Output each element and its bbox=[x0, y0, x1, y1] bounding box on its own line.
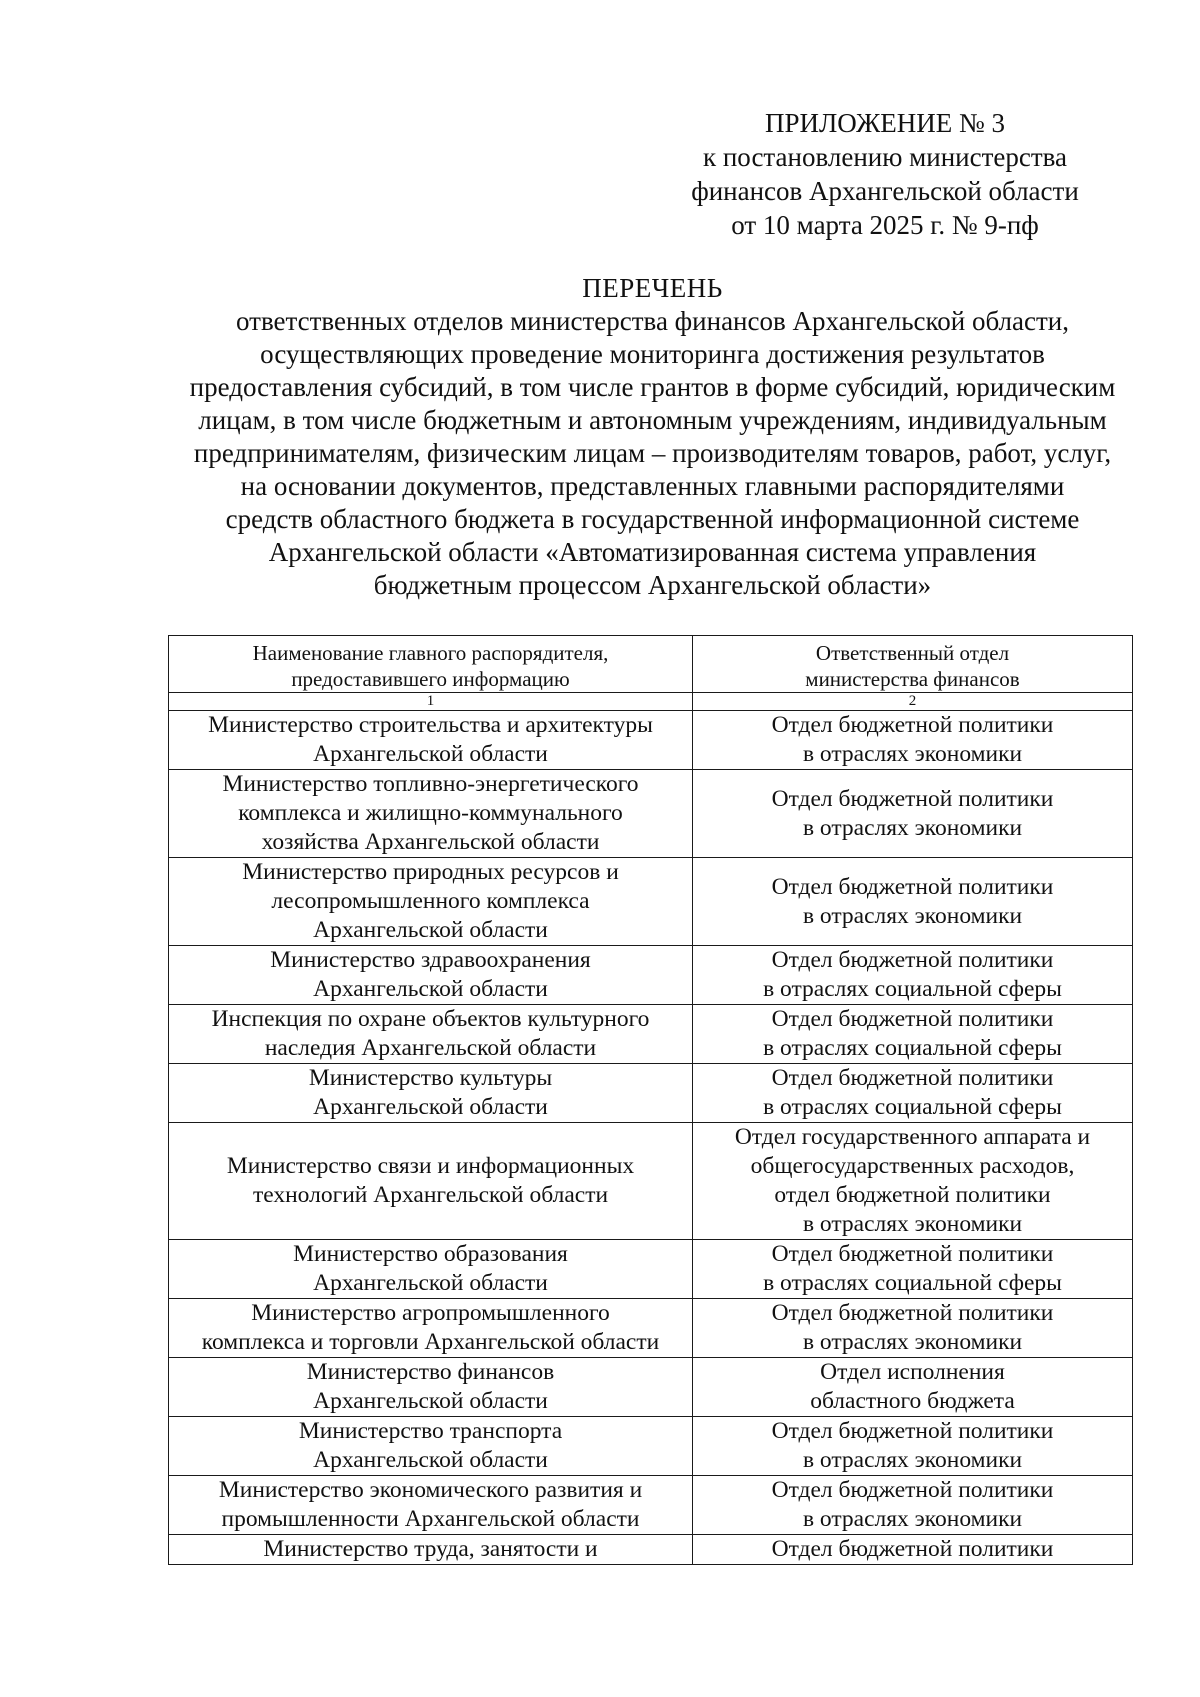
distributor-name-line: Министерство транспорта bbox=[298, 1418, 563, 1444]
table-row bbox=[169, 1299, 1133, 1358]
distributor-name-line: Министерство образования bbox=[293, 1241, 568, 1267]
distributor-name-line: комплекса и торговли Архангельской области bbox=[201, 1329, 660, 1355]
distributor-name-line: Архангельской области bbox=[313, 1094, 548, 1120]
appendix-ref-line: финансов Архангельской области bbox=[691, 176, 1079, 206]
department-name-line: Отдел бюджетной политики bbox=[771, 1536, 1054, 1562]
department-cell bbox=[693, 1005, 1133, 1064]
distributor-name-line: Министерство топливно-энергетического bbox=[222, 771, 639, 797]
title-line: предоставления субсидий, в том числе грантов в форме субсидий, юридическим bbox=[189, 372, 1116, 402]
department-name-line: Отдел государственного аппарата и bbox=[734, 1124, 1091, 1150]
distributor-cell bbox=[169, 770, 693, 858]
department-name-line: в отраслях социальной сферы bbox=[763, 1035, 1062, 1061]
department-name-line: Отдел бюджетной политики bbox=[771, 1006, 1054, 1032]
department-name-line: Отдел бюджетной политики bbox=[771, 712, 1054, 738]
appendix-ref-line: к постановлению министерства bbox=[702, 142, 1068, 172]
department-name-line: в отраслях экономики bbox=[802, 902, 1023, 929]
distributor-name-line: Министерство экономического развития и bbox=[218, 1477, 643, 1503]
distributor-cell bbox=[169, 1005, 693, 1064]
distributor-name-line: Министерство финансов bbox=[306, 1359, 555, 1385]
table-row bbox=[169, 1005, 1133, 1064]
department-cell bbox=[693, 1240, 1133, 1299]
distributor-name-line: хозяйства Архангельской области bbox=[261, 829, 600, 855]
department-name-line: в отраслях экономики bbox=[802, 1447, 1023, 1473]
department-name-line: Отдел бюджетной политики bbox=[771, 1241, 1054, 1267]
department-cell bbox=[693, 1123, 1133, 1240]
departments-table bbox=[168, 635, 1133, 1565]
title-heading: ПЕРЕЧЕНЬ bbox=[582, 273, 723, 303]
distributor-cell bbox=[169, 1123, 693, 1240]
department-name-line: Отдел бюджетной политики bbox=[771, 1477, 1054, 1503]
department-name-line: Отдел бюджетной политики bbox=[771, 785, 1054, 812]
title-line: бюджетным процессом Архангельской области» bbox=[373, 570, 932, 600]
distributor-name-line: промышленности Архангельской области bbox=[221, 1506, 640, 1532]
department-name-line: в отраслях социальной сферы bbox=[763, 1270, 1062, 1296]
department-cell bbox=[693, 1064, 1133, 1123]
table-row bbox=[169, 1535, 1133, 1565]
table-row bbox=[169, 1123, 1133, 1240]
distributor-name-line: Министерство связи и информационных bbox=[226, 1153, 635, 1179]
appendix-date-line: от 10 марта 2025 г. № 9-пф bbox=[731, 210, 1039, 240]
distributor-name-line: Архангельской области bbox=[313, 1447, 548, 1473]
department-cell bbox=[693, 711, 1133, 770]
title-line: ответственных отделов министерства финансов Архангельской области, bbox=[236, 306, 1069, 336]
header-line: предоставившего информацию bbox=[291, 667, 570, 691]
header-line: Ответственный отдел bbox=[815, 641, 1010, 665]
header-line: Наименование главного распорядителя, bbox=[252, 641, 609, 665]
department-name-line: Отдел бюджетной политики bbox=[771, 1300, 1054, 1326]
department-name-line: в отраслях экономики bbox=[802, 1329, 1023, 1355]
appendix-header bbox=[655, 106, 1115, 242]
department-name-line: Отдел бюджетной политики bbox=[771, 873, 1054, 900]
distributor-name-line: технологий Архангельской области bbox=[252, 1182, 609, 1208]
department-name-line: в отраслях экономики bbox=[802, 814, 1023, 841]
header-line: министерства финансов bbox=[805, 667, 1020, 691]
distributor-name-line: Министерство строительства и архитектуры bbox=[208, 712, 653, 738]
table-row bbox=[169, 1064, 1133, 1123]
title-line: Архангельской области «Автоматизированная система управления bbox=[268, 537, 1037, 567]
department-name-line: областного бюджета bbox=[810, 1388, 1015, 1414]
column-number-row bbox=[169, 693, 1133, 711]
distributor-cell bbox=[169, 1299, 693, 1358]
distributor-cell bbox=[169, 1240, 693, 1299]
department-cell bbox=[693, 770, 1133, 858]
title-line: средств областного бюджета в государственной информационной системе bbox=[225, 504, 1080, 534]
distributor-cell bbox=[169, 1535, 693, 1565]
title-line: предпринимателям, физическим лицам – производителям товаров, работ, услуг, bbox=[193, 438, 1112, 468]
distributor-name-line: Министерство здравоохранения bbox=[270, 947, 591, 973]
distributor-name-line: Министерство труда, занятости и bbox=[263, 1536, 598, 1562]
department-cell bbox=[693, 858, 1133, 946]
department-name-line: Отдел бюджетной политики bbox=[771, 1065, 1054, 1091]
distributor-cell bbox=[169, 1064, 693, 1123]
department-name-line: общегосударственных расходов, bbox=[750, 1153, 1075, 1179]
column-number: 1 bbox=[169, 693, 693, 711]
distributor-cell bbox=[169, 1476, 693, 1535]
distributor-name-line: лесопромышленного комплекса bbox=[271, 888, 590, 914]
department-cell bbox=[693, 946, 1133, 1005]
department-cell bbox=[693, 1358, 1133, 1417]
department-name-line: в отраслях социальной сферы bbox=[763, 976, 1062, 1002]
distributor-name-line: Министерство агропромышленного bbox=[251, 1300, 610, 1326]
title-line: осуществляющих проведение мониторинга достижения результатов bbox=[260, 339, 1045, 369]
department-cell bbox=[693, 1476, 1133, 1535]
table-header-row bbox=[169, 636, 1133, 693]
table-row bbox=[169, 711, 1133, 770]
department-name-line: в отраслях экономики bbox=[802, 741, 1023, 767]
department-name-line: отдел бюджетной политики bbox=[774, 1182, 1051, 1208]
distributor-name-line: наследия Архангельской области bbox=[264, 1035, 597, 1061]
department-name-line: Отдел исполнения bbox=[820, 1359, 1005, 1385]
distributor-name-line: Архангельской области bbox=[313, 741, 548, 767]
distributor-name-line: Инспекция по охране объектов культурного bbox=[211, 1006, 650, 1032]
table-row bbox=[169, 1417, 1133, 1476]
header-department bbox=[693, 636, 1133, 693]
department-name-line: в отраслях экономики bbox=[802, 1211, 1023, 1237]
table-row bbox=[169, 1240, 1133, 1299]
document-title bbox=[160, 272, 1145, 602]
department-name-line: Отдел бюджетной политики bbox=[771, 1418, 1054, 1444]
table-row bbox=[169, 1476, 1133, 1535]
department-name-line: в отраслях социальной сферы bbox=[763, 1094, 1062, 1120]
distributor-cell bbox=[169, 858, 693, 946]
table-row bbox=[169, 770, 1133, 858]
distributor-name-line: Архангельской области bbox=[313, 976, 548, 1002]
title-line: лицам, в том числе бюджетным и автономным учреждениям, индивидуальным bbox=[198, 405, 1107, 435]
distributor-name-line: Министерство природных ресурсов и bbox=[242, 859, 619, 885]
distributor-name-line: комплекса и жилищно-коммунального bbox=[238, 800, 623, 826]
title-line: на основании документов, представленных главными распорядителями bbox=[240, 471, 1065, 501]
table-row bbox=[169, 946, 1133, 1005]
department-cell bbox=[693, 1417, 1133, 1476]
table-row bbox=[169, 858, 1133, 946]
department-name-line: Отдел бюджетной политики bbox=[771, 947, 1054, 973]
department-cell bbox=[693, 1299, 1133, 1358]
department-name-line: в отраслях экономики bbox=[802, 1506, 1023, 1532]
table-row bbox=[169, 1358, 1133, 1417]
distributor-name-line: Архангельской области bbox=[313, 917, 548, 943]
department-cell bbox=[693, 1535, 1133, 1565]
column-number: 2 bbox=[693, 693, 1133, 711]
appendix-number: ПРИЛОЖЕНИЕ № 3 bbox=[764, 108, 1006, 138]
distributor-cell bbox=[169, 946, 693, 1005]
header-distributor bbox=[169, 636, 693, 693]
distributor-name-line: Архангельской области bbox=[313, 1270, 548, 1296]
distributor-cell bbox=[169, 711, 693, 770]
distributor-name-line: Министерство культуры bbox=[308, 1065, 553, 1091]
distributor-cell bbox=[169, 1417, 693, 1476]
distributor-name-line: Архангельской области bbox=[313, 1388, 548, 1414]
distributor-cell bbox=[169, 1358, 693, 1417]
